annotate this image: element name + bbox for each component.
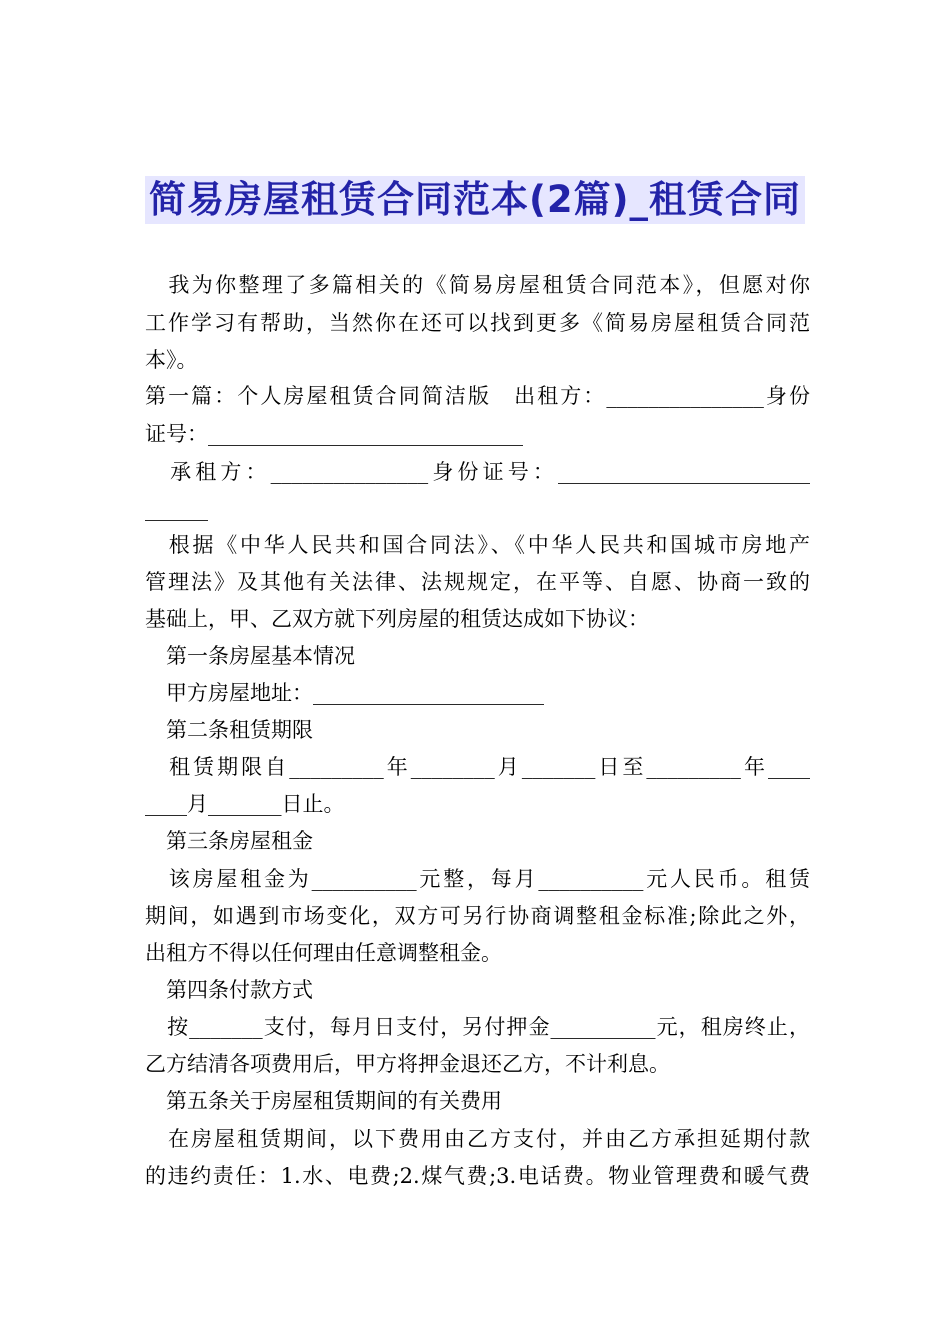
lease-term-line-2: ____月_______日止。: [145, 792, 345, 816]
lessee-line: 承租方：_______________身份证号：________________________: [145, 460, 810, 484]
basis-line-1: 根据《中华人民共和国合同法》、《中华人民共和国城市房地产: [145, 533, 810, 557]
lessee-line-cont: ______: [145, 497, 208, 521]
article-4-heading: 第四条付款方式: [145, 978, 313, 1002]
fees-line-2: 的违约责任：1.水、电费;2.煤气费;3.电话费。物业管理费和暖气费: [145, 1164, 810, 1188]
part-one-heading-line: 第一篇：个人房屋租赁合同简洁版 出租方：_______________身份: [145, 384, 810, 408]
document-title: 简易房屋租赁合同范本(2篇)_租赁合同: [145, 176, 805, 224]
rent-line-1: 该房屋租金为__________元整，每月__________元人民币。租赁: [145, 867, 810, 891]
payment-line-1: 按_______支付，每月日支付，另付押金__________元，租房终止，: [145, 1015, 810, 1039]
article-5-heading: 第五条关于房屋租赁期间的有关费用: [145, 1089, 502, 1113]
title-container: [0, 176, 950, 224]
basis-line-2: 管理法》及其他有关法律、法规规定，在平等、自愿、协商一致的: [145, 570, 810, 594]
landlord-address-line: 甲方房屋地址：______________________: [145, 681, 544, 705]
rent-line-2: 期间，如遇到市场变化，双方可另行协商调整租金标准;除此之外，: [145, 904, 810, 928]
article-1-heading: 第一条房屋基本情况: [145, 644, 355, 668]
payment-line-2: 乙方结清各项费用后，甲方将押金退还乙方，不计利息。: [145, 1052, 670, 1076]
intro-line-2: 工作学习有帮助，当然你在还可以找到更多《简易房屋租赁合同范: [145, 311, 810, 335]
intro-line-3: 本》。: [145, 348, 198, 372]
article-3-heading: 第三条房屋租金: [145, 829, 313, 853]
basis-line-3: 基础上，甲、乙双方就下列房屋的租赁达成如下协议：: [145, 607, 649, 631]
rent-line-3: 出租方不得以任何理由任意调整租金。: [145, 941, 502, 965]
lease-term-line-1: 租赁期限自_________年________月_______日至_________年____: [145, 755, 810, 779]
id-number-line: 证号：______________________________: [145, 422, 523, 446]
fees-line-1: 在房屋租赁期间，以下费用由乙方支付，并由乙方承担延期付款: [145, 1127, 810, 1151]
article-2-heading: 第二条租赁期限: [145, 718, 313, 742]
intro-line-1: 我为你整理了多篇相关的《简易房屋租赁合同范本》，但愿对你: [145, 273, 810, 297]
